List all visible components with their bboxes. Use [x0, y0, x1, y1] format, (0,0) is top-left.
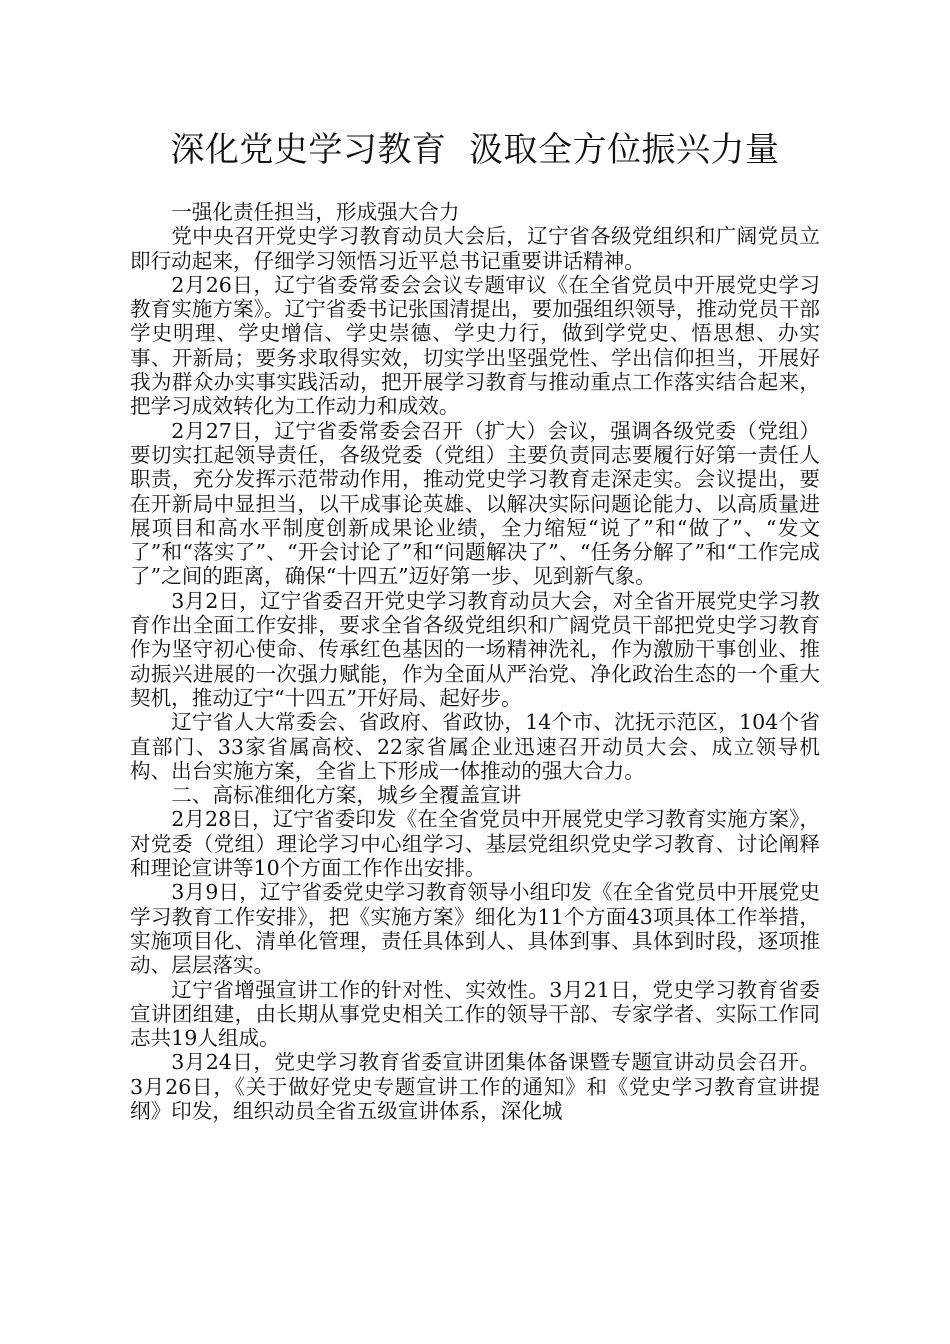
paragraph: 2月27日，辽宁省委常委会召开（扩大）会议，强调各级党委（党组）要切实扛起领导责任，各级党委（党组）主要负责同志要履行好第一责任人职责，充分发挥示范带动作用，推动党史学习教育走深走实。会议提出，要在开新局中显担当，以干成事论英雄、以解决实际问题论能力、以高质量进展项目和高水平制度创新成果论业绩，全力缩短“说了”和“做了”、“发文了”和“落实了”、“开会讨论了”和“问题解决了”、“任务分解了”和“工作完成了”之间的距离，确保“十四五”迈好第一步、见到新气象。 [130, 418, 820, 589]
paragraph: 2月28日，辽宁省委印发《在全省党员中开展党史学习教育实施方案》，对党委（党组）理论学习中心组学习、基层党组织党史学习教育、讨论阐释和理论宣讲等10个方面工作作出安排。 [130, 807, 820, 881]
paragraph: 辽宁省增强宣讲工作的针对性、实效性。3月21日，党史学习教育省委宣讲团组建，由长期从事党史相关工作的领导干部、专家学者、实际工作同志共19人组成。 [130, 977, 820, 1051]
paragraph: 党中央召开党史学习教育动员大会后，辽宁省各级党组织和广阔党员立即行动起来，仔细学习领悟习近平总书记重要讲话精神。 [130, 224, 820, 273]
document-title: 深化党史学习教育 汲取全方位振兴力量 [170, 130, 780, 170]
paragraph: 3月24日，党史学习教育省委宣讲团集体备课暨专题宣讲动员会召开。3月26日，《关于做好党史专题宣讲工作的通知》和《党史学习教育宣讲提纲》印发，组织动员全省五级宣讲体系，深化城 [130, 1050, 820, 1123]
paragraph: 3月9日，辽宁省委党史学习教育领导小组印发《在全省党员中开展党史学习教育工作安排》，把《实施方案》细化为11个方面43项具体工作举措，实施项目化、清单化管理，责任具体到人、具体到事、具体到时段，逐项推动、层层落实。 [130, 880, 820, 978]
section-heading-1: 一强化责任担当，形成强大合力 [171, 200, 460, 224]
paragraph: 2月26日，辽宁省委常委会会议专题审议《在全省党员中开展党史学习教育实施方案》。辽宁省委书记张国清提出，要加强组织领导，推动党员干部学史明理、学史增信、学史崇德、学史力行，做到学党史、悟思想、办实事、开新局；要务求取得实效，切实学出坚强党性、学出信仰担当，开展好我为群众办实事实践活动，把开展学习教育与推动重点工作落实结合起来，把学习成效转化为工作动力和成效。 [130, 272, 820, 419]
paragraph: 辽宁省人大常委会、省政府、省政协，14个市、沈抚示范区，104个省直部门、33家省属高校、22家省属企业迅速召开动员大会、成立领导机构、出台实施方案，全省上下形成一体推动的强大合力。 [130, 710, 820, 783]
section-heading-2: 二、高标准细化方案，城乡全覆盖宣讲 [171, 783, 522, 808]
paragraph: 3月2日，辽宁省委召开党史学习教育动员大会，对全省开展党史学习教育作出全面工作安排，要求全省各级党组织和广阔党员干部把党史学习教育作为坚守初心使命、传承红色基因的一场精神洗礼，作为激励干事创业、推动振兴进展的一次强力赋能，作为全面从严治党、净化政治生态的一个重大契机，推动辽宁“十四五”开好局、起好步。 [130, 588, 820, 710]
document-body [130, 200, 820, 1123]
